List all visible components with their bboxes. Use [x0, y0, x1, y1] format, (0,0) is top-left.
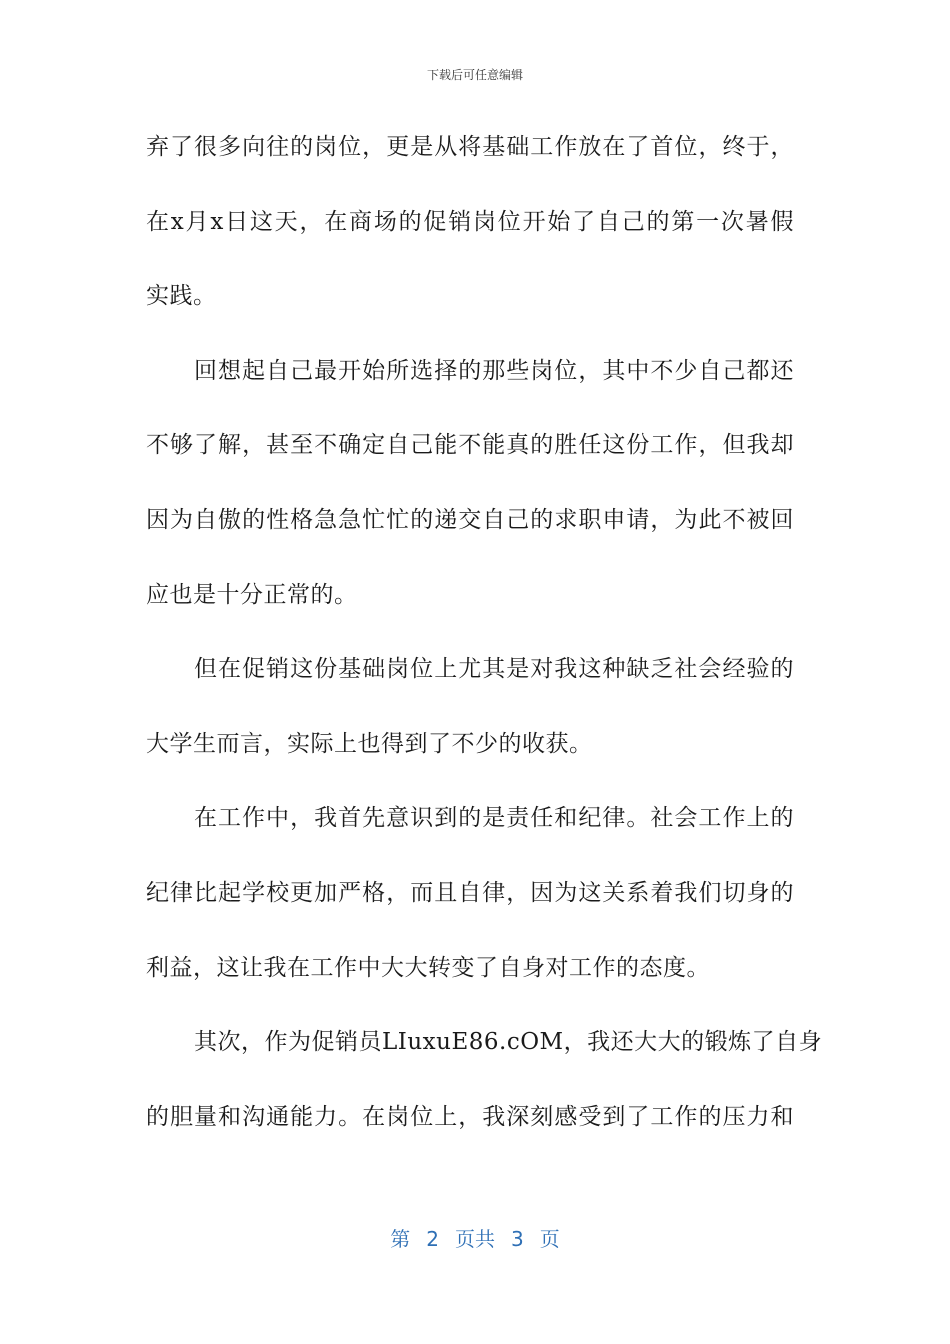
body-line: 在工作中，我首先意识到的是责任和纪律。社会工作上的	[194, 805, 794, 832]
body-line: 实践。	[146, 283, 217, 310]
body-line: 在x月x日这天，在商场的促销岗位开始了自己的第一次暑假	[146, 208, 794, 235]
body-line: 因为自傲的性格急急忙忙的递交自己的求职申请，为此不被回	[146, 506, 794, 533]
body-line: 其次，作为促销员LIuxuE86.cOM，我还大大的锻炼了自身	[194, 1029, 823, 1056]
footer-middle: 页共	[455, 1227, 495, 1251]
footer-suffix: 页	[539, 1227, 560, 1251]
body-line: 不够了解，甚至不确定自己能不能真的胜任这份工作，但我却	[146, 432, 794, 459]
body-line: 纪律比起学校更加严格，而且自律，因为这关系着我们切身的	[146, 879, 794, 906]
footer-total-pages: 3	[511, 1227, 524, 1251]
page-header-note: 下载后可任意编辑	[426, 68, 523, 82]
body-line: 大学生而言，实际上也得到了不少的收获。	[146, 730, 593, 757]
document-body	[146, 119, 823, 1163]
body-line: 利益，这让我在工作中大大转变了自身对工作的态度。	[146, 954, 710, 981]
body-line: 应也是十分正常的。	[146, 581, 358, 608]
page-footer	[0, 1225, 950, 1253]
body-line: 的胆量和沟通能力。在岗位上，我深刻感受到了工作的压力和	[146, 1103, 794, 1130]
footer-current-page: 2	[426, 1227, 439, 1251]
body-line: 回想起自己最开始所选择的那些岗位，其中不少自己都还	[194, 357, 794, 384]
body-line: 但在促销这份基础岗位上尤其是对我这种缺乏社会经验的	[194, 656, 794, 683]
footer-prefix: 第	[390, 1227, 411, 1251]
body-line: 弃了很多向往的岗位，更是从将基础工作放在了首位，终于，	[146, 134, 794, 160]
